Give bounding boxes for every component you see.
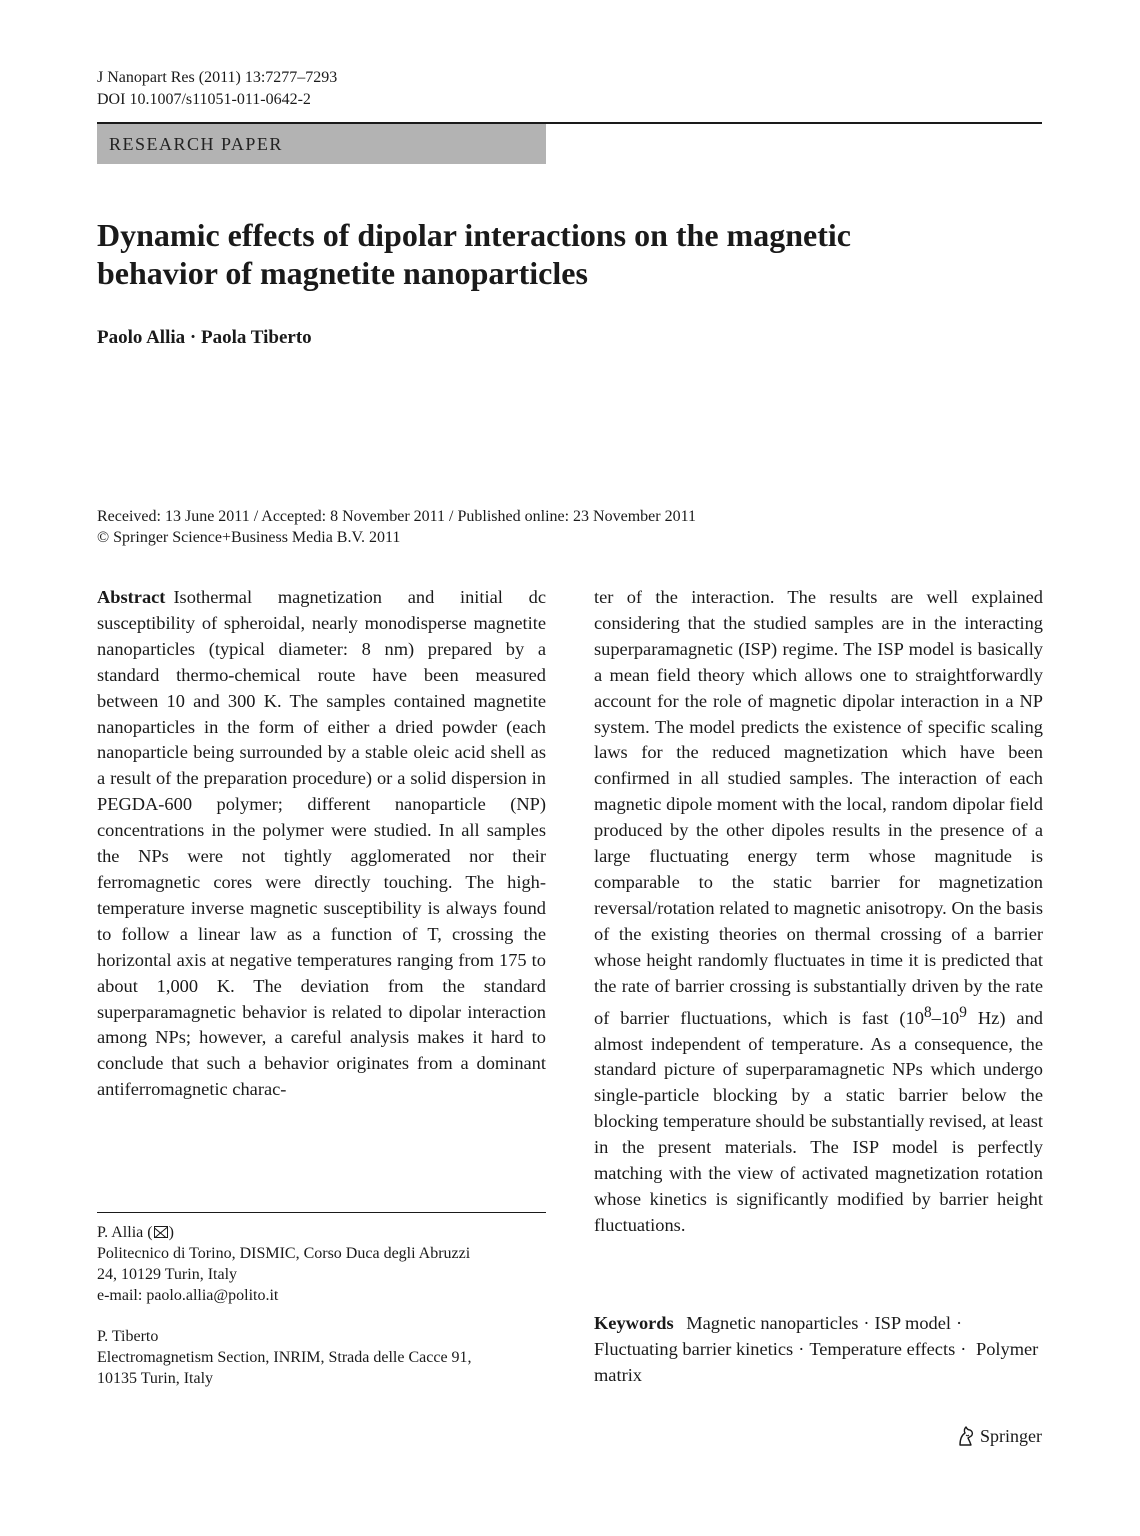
keyword-separator: ·: [863, 1313, 870, 1333]
affiliation-name: P. Tiberto: [97, 1328, 159, 1345]
keywords-label: Keywords: [594, 1313, 674, 1333]
affiliation-line: Electromagnetism Section, INRIM, Strada delle Cacce 91,: [97, 1349, 472, 1366]
envelope-icon: [154, 1226, 168, 1238]
affiliation-line: 24, 10129 Turin, Italy: [97, 1266, 238, 1283]
affiliation-name: P. Allia ( ): [97, 1224, 174, 1241]
exponent: 8: [923, 1003, 932, 1021]
footnote-rule: [97, 1212, 546, 1213]
title-line: Dynamic effects of dipolar interactions on the magnetic: [97, 217, 851, 253]
springer-horse-icon: [956, 1425, 976, 1447]
keywords: [594, 1311, 1043, 1389]
abstract-text-right-end: Hz) and almost independent of temperature. As a consequence, the standard picture of superparamagnetic NPs which undergo single-particle blocking by a static barrier below the blocking temperature should be substantially revised, at least in the present materials. The ISP model is perfectly matching with the view of activated magnetization rotation whose kinetics is significantly modified by barrier height fluctuations.: [594, 1007, 1043, 1235]
title-line: behavior of magnetite nanoparticles: [97, 255, 588, 291]
journal-citation: J Nanopart Res (2011) 13:7277–7293: [97, 69, 338, 86]
keyword: Magnetic nanoparticles: [686, 1313, 859, 1333]
keyword-separator: ·: [955, 1313, 963, 1333]
keyword: Polymer matrix: [594, 1338, 1039, 1385]
abstract-text-right: ter of the interaction. The results are well explained considering that the studied samples are in the interacting superparamagnetic (ISP) regime. The ISP model is basically a mean field theory which allows one to straightforwardly account for the role of magnetic dipolar interaction in a NP system. The model predicts the existence of specific scaling laws for the reduced magnetization which have been confirmed in all studied samples. The interaction of each magnetic dipole moment with the local, random dipolar field produced by the other dipoles results in the presence of a large fluctuating energy term whose magnitude is comparable to the static barrier for magnetization reversal/rotation related to magnetic anisotropy. On the basis of the existing theories on thermal crossing of a barrier whose height randomly fluctuates in time it is predicted that the rate of barrier crossing is substantially driven by the rate of barrier fluctuations, which is fast (10: [594, 587, 1043, 1028]
exponent: 9: [959, 1003, 967, 1021]
affiliation-tiberto: [97, 1326, 546, 1389]
keyword-separator: ·: [960, 1338, 967, 1359]
email-address: e-mail: paolo.allia@polito.it: [97, 1287, 279, 1304]
copyright-line: © Springer Science+Business Media B.V. 2011: [97, 529, 401, 546]
affiliation-line: 10135 Turin, Italy: [97, 1370, 214, 1387]
publication-dates: [97, 506, 997, 548]
abstract-label: Abstract: [97, 587, 166, 607]
keyword-separator: ·: [798, 1338, 805, 1359]
paper-title: [97, 216, 997, 292]
keyword: ISP model: [874, 1313, 951, 1333]
range-dash: –10: [931, 1007, 960, 1028]
keyword: Fluctuating barrier kinetics: [594, 1338, 794, 1359]
publisher-name: Springer: [980, 1426, 1042, 1446]
abstract-text-left: Isothermal magnetization and initial dc susceptibility of spheroidal, nearly monodisperse magnetite nanoparticles (typical diameter: 8 nm) prepared by a standard thermo-chemical route have been measured between 10 and 300 K. The samples contained magnetite nanoparticles in the form of either a dried powder (each nanoparticle being surrounded by a stable oleic acid shell as a result of the preparation procedure) or a solid dispersion in PEGDA-600 polymer; different nanoparticle (NP) concentrations in the polymer were studied. In all samples the NPs were not tightly agglomerated nor their ferromagnetic cores were directly touching. The high-temperature inverse magnetic susceptibility is always found to follow a linear law as a function of T, crossing the horizontal axis at negative temperatures ranging from 175 to about 1,000 K. The deviation from the standard superparamagnetic behavior is related to dipolar interaction among NPs; however, a careful analysis makes it hard to conclude that such a behavior originates from a dominant antiferromagnetic charac-: [97, 587, 546, 1100]
section-label: RESEARCH PAPER: [97, 124, 546, 164]
author-list: Paolo Allia · Paola Tiberto: [97, 327, 312, 348]
journal-header: [97, 67, 597, 111]
doi: DOI 10.1007/s11051-011-0642-2: [97, 91, 311, 108]
affiliation-line: Politecnico di Torino, DISMIC, Corso Duca degli Abruzzi: [97, 1245, 471, 1262]
publisher-logo: [956, 1424, 1042, 1448]
keyword: Temperature effects: [809, 1338, 956, 1359]
abstract-left-column: [97, 585, 546, 1103]
abstract-right-column: [594, 585, 1043, 1239]
affiliation-allia: [97, 1222, 546, 1306]
date-history: Received: 13 June 2011 / Accepted: 8 November 2011 / Published online: 23 November 2011: [97, 508, 696, 525]
